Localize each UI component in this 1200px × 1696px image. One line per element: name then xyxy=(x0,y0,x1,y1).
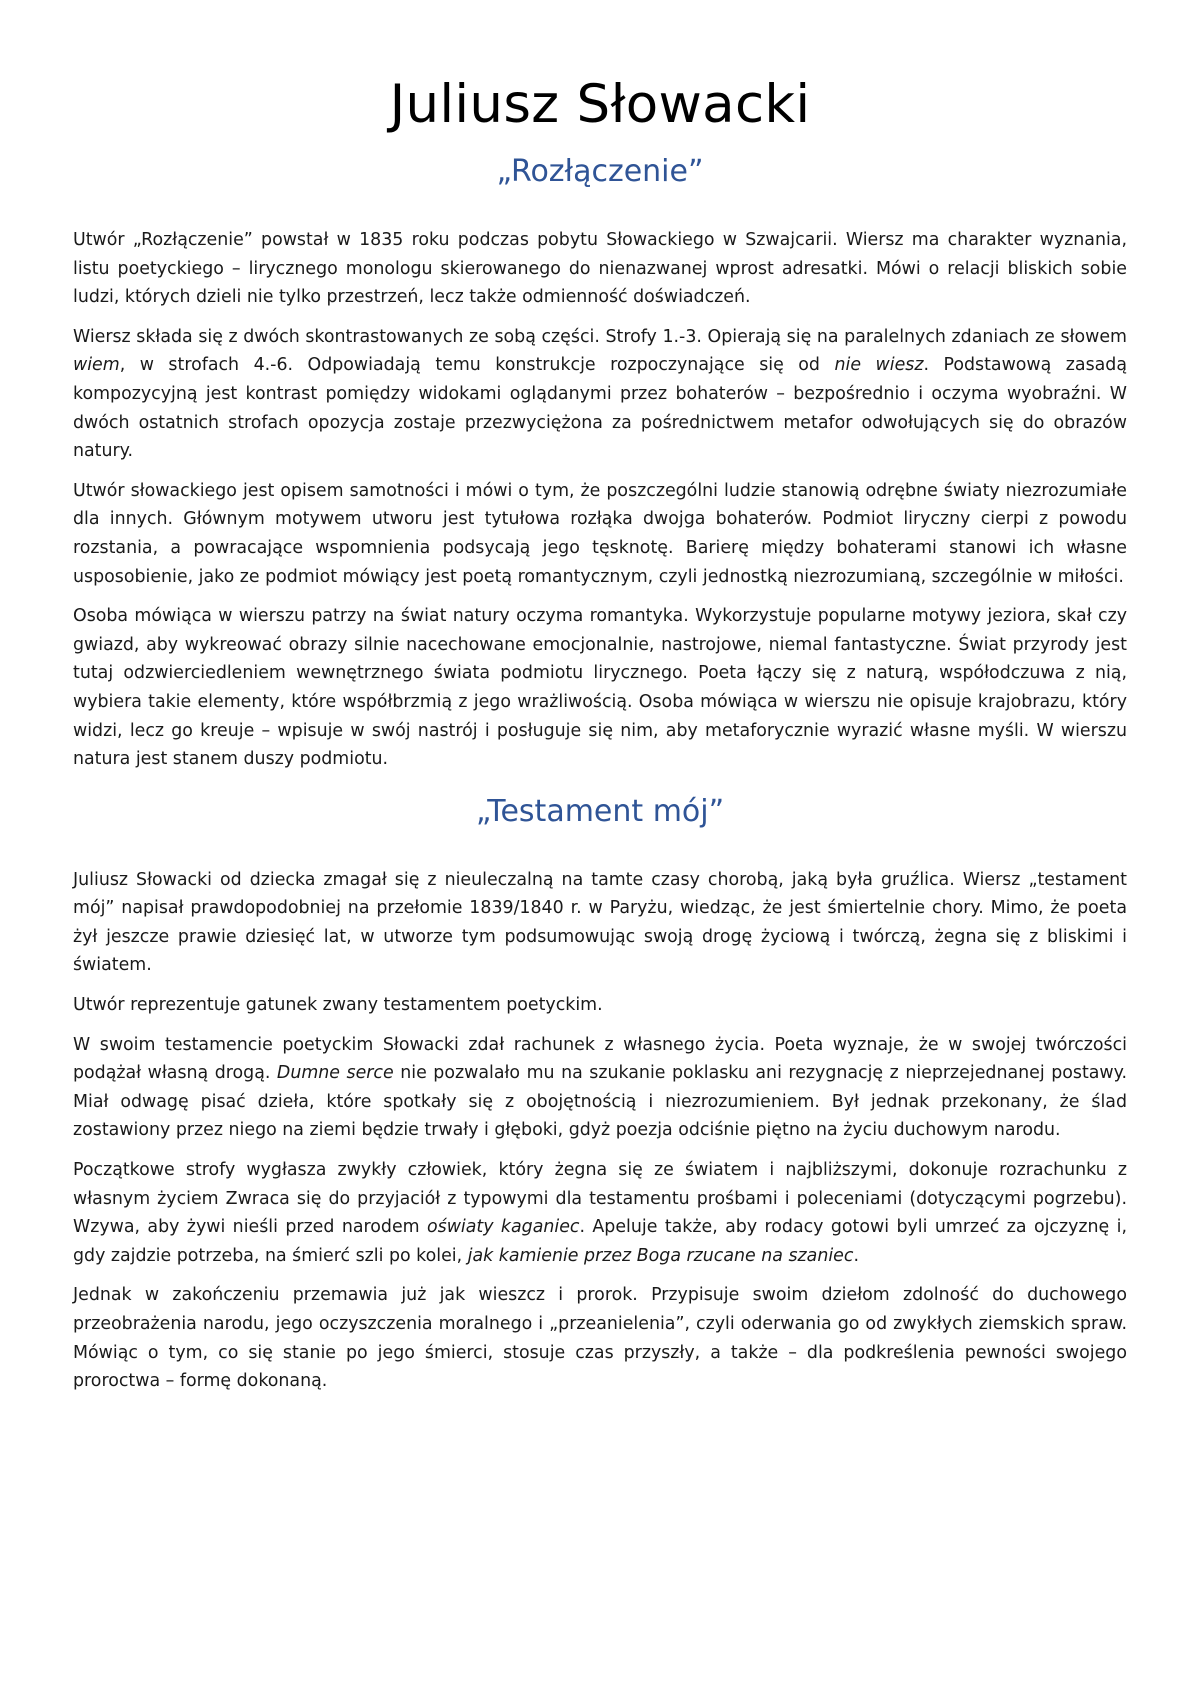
italic-text: wiem xyxy=(73,355,120,376)
text-run: nie pozwalało mu na szukanie poklasku ani rezygnację z nieprzejednanej postawy. Miał odwagę pisać dzieła, które spotkały się z obojętnością i niezrozumieniem. Był jednak przekonany, że ślad zostawiony przez niego na ziemi będzie trwały i głęboki, gdyż poezja odciśnie piętno na życiu duchowym narodu. xyxy=(73,1063,1127,1141)
italic-text: jak kamienie przez Boga rzucane na szaniec xyxy=(467,1245,854,1266)
italic-text: Dumne serce xyxy=(276,1063,394,1084)
paragraph xyxy=(73,1156,1127,1270)
paragraph: Osoba mówiąca w wierszu patrzy na świat natury oczyma romantyka. Wykorzystuje popularne motywy jeziora, skał czy gwiazd, aby wykreować obrazy silnie nacechowane emocjonalnie, nastrojowe, niemal fantastyczne. Świat przyrody jest tutaj odzwierciedleniem wewnętrznego świata podmiotu lirycznego. Poeta łączy się z naturą, współodczuwa z nią, wybiera takie elementy, które współbrzmią z jego wrażliwością. Osoba mówiąca w wierszu nie opisuje krajobrazu, który widzi, lecz go kreuje – wpisuje w swój nastrój i posługuje się nim, aby metaforycznie wyrazić własne myśli. W wierszu natura jest stanem duszy podmiotu. xyxy=(73,606,1127,770)
italic-text: nie wiesz xyxy=(834,355,924,376)
paragraph xyxy=(73,1031,1127,1145)
paragraph: Jednak w zakończeniu przemawia już jak wieszcz i prorok. Przypisuje swoim dziełom zdolność do duchowego przeobrażenia narodu, jego oczyszczenia moralnego i „przeanielenia”, czyli oderwania go od zwykłych ziemskich spraw. Mówiąc o tym, co się stanie po jego śmierci, stosuje czas przyszły, a także – dla podkreślenia pewności swojego proroctwa – formę dokonaną. xyxy=(73,1285,1127,1392)
paragraph: Utwór „Rozłączenie” powstał w 1835 roku podczas pobytu Słowackiego w Szwajcarii. Wiersz ma charakter wyznania, listu poetyckiego – lirycznego monologu skierowanego do nienazwanej wprost adresatki. Mówi o relacji bliskich sobie ludzi, których dzieli nie tylko przestrzeń, lecz także odmienność doświadczeń. xyxy=(73,230,1127,308)
text-run: . xyxy=(853,1245,859,1266)
section-heading-testament: „Testament mój” xyxy=(475,793,725,829)
text-run: W swoim testamencie poetyckim Słowacki zdał rachunek z własnego życia. Poeta wyznaje, że w swojej twórczości podążał własną drogą. xyxy=(73,1034,1127,1084)
text-run: Początkowe strofy wygłasza zwykły człowiek, który żegna się ze światem i najbliższymi, dokonuje rozrachunku z własnym życiem Zwraca się do przyjaciół z typowymi dla testamentu prośbami i poleceniami (dotyczącymi pogrzebu). Wzywa, aby żywi nieśli przed narodem xyxy=(73,1160,1127,1238)
paragraph xyxy=(73,323,1127,466)
paragraph: Utwór reprezentuje gatunek zwany testamentem poetyckim. xyxy=(73,995,603,1016)
paragraph: Utwór słowackiego jest opisem samotności i mówi o tym, że poszczególni ludzie stanowią odrębne światy niezrozumiałe dla innych. Głównym motywem utworu jest tytułowa rozłąka dwojga bohaterów. Podmiot liryczny cierpi z powodu rozstania, a powracające wspomnienia podsycają jego tęsknotę. Barierę między bohaterami stanowi ich własne usposobienie, jako ze podmiot mówiący jest poetą romantycznym, czyli jednostką niezrozumianą, szczególnie w miłości. xyxy=(73,480,1127,587)
text-run: , w strofach 4.-6. Odpowiadają temu konstrukcje rozpoczynające się od xyxy=(119,355,835,376)
italic-text: oświaty kaganiec xyxy=(427,1217,580,1238)
text-run: . Podstawową zasadą kompozycyjną jest kontrast pomiędzy widokami oglądanymi przez bohaterów – bezpośrednio i oczyma wyobraźni. W dwóch ostatnich strofach opozycja zostaje przezwyciężona za pośrednictwem metafor odwołujących się do obrazów natury. xyxy=(73,355,1127,462)
text-run: . Apeluje także, aby rodacy gotowi byli umrzeć za ojczyznę i, gdy zajdzie potrzeba, na śmierć szli po kolei, xyxy=(73,1217,1128,1266)
text-run: Wiersz składa się z dwóch skontrastowanych ze sobą części. Strofy 1.-3. Opierają się na paralelnych zdaniach ze słowem xyxy=(73,326,1127,347)
section-heading-rozlaczenie: „Rozłączenie” xyxy=(496,154,704,189)
document-title: Juliusz Słowacki xyxy=(389,74,811,135)
paragraph: Juliusz Słowacki od dziecka zmagał się z nieuleczalną na tamte czasy chorobą, jaką była gruźlica. Wiersz „testament mój” napisał prawdopodobniej na przełomie 1839/1840 r. w Paryżu, wiedząc, że jest śmiertelnie chory. Mimo, że poeta żył jeszcze prawie dziesięć lat, w utworze tym podsumowując swoją drogę życiową i twórczą, żegna się z bliskimi i światem. xyxy=(73,869,1127,976)
